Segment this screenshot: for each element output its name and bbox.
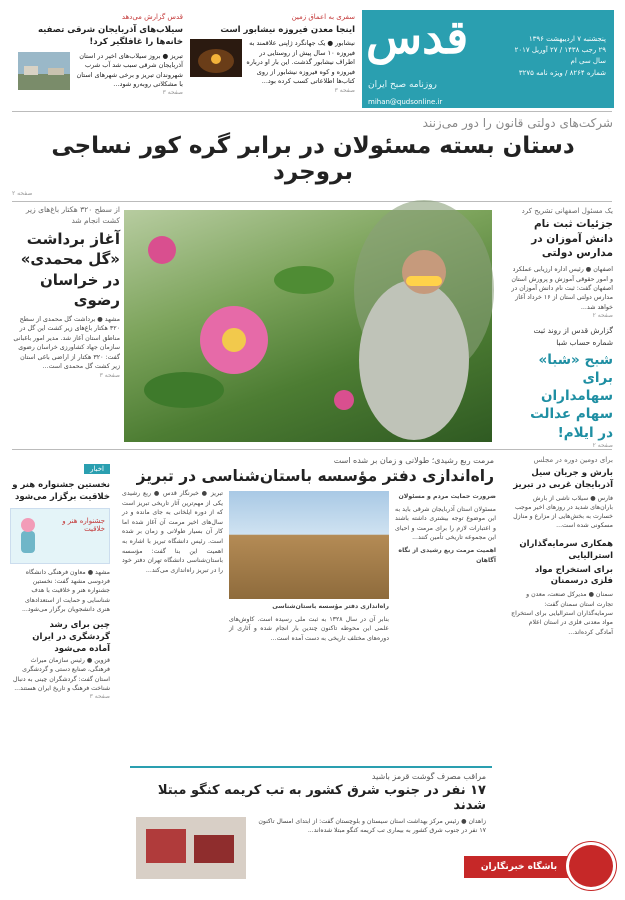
page-reference: صفحه ۳ — [99, 371, 120, 379]
club-watermark — [464, 842, 619, 890]
page-reference: صفحه ۲ — [592, 312, 613, 320]
story-title[interactable]: همکاری سرمایه‌گذاران استرالیایی — [519, 538, 613, 561]
top-story-floods[interactable] — [18, 12, 183, 108]
newspaper-subtitle: روزنامه صبح ایران — [368, 80, 437, 90]
top-story-mine[interactable] — [190, 12, 355, 108]
story-title[interactable]: چین برای رشد گردشگری در ایران آماده می‌شود — [32, 620, 110, 655]
rose-story[interactable] — [10, 205, 120, 445]
right-bottom-column — [511, 456, 613, 888]
column-text: بنابر آن در سال ۱۳۲۸ به ثبت ملی رسیده است. کاوش‌های علمی این محوطه تاکنون چندین بار انجام شده و آثاری از دوره‌های مختلف تاریخی به دست آمده است... — [229, 615, 389, 642]
story-kicker: از سطح ۳۲۰ هکتار باغ‌های زیر کشت انجام شد — [25, 205, 120, 225]
story-title[interactable]: سیلاب‌های آذربایجان شرقی تصفیه خانه‌ها را غافلگیر کرد! — [37, 25, 183, 48]
story-body: سمنان ● مدیرکل صنعت، معدن و تجارت استان سمنان گفت: سرمایه‌گذاران استرالیایی برای استخراج مواد معدنی فلزی در استان اعلام آمادگی کرده‌اند... — [511, 591, 613, 636]
story-kicker: سفری به اعماق زمین — [291, 13, 355, 21]
story-subhead: راه‌اندازی دفتر مؤسسه باستان‌شناسی — [272, 603, 389, 610]
issue-info — [506, 34, 606, 79]
divider — [12, 111, 612, 112]
story-kicker: قدس گزارش می‌دهد — [121, 13, 183, 21]
page-reference: صفحه ۳ — [162, 89, 183, 97]
date-line-1: پنجشنبه ۷ اردیبهشت ۱۳۹۶ — [528, 35, 606, 43]
story-body: فارس ● سیلاب ناشی از بارش باران‌های شدید در روزهای اخیر موجب خسارت به بخش‌هایی از مزارع و منازل مسکونی شده است... — [513, 494, 613, 530]
column-text: مسئولان استان آذربایجان شرقی باید به این موضوع توجه بیشتری داشته باشند و اعتبارات لازم را برای مرمت و احیای این مجموعه تاریخی تأمین کنند... — [395, 505, 496, 542]
column-text: تبریز ● خبرنگار قدس ● ربع رشیدی یکی از مهم‌ترین آثار تاریخی تبریز است که از دوره ایلخانی به جای مانده و در سال‌های اخیر مرمت آن آغاز شده اما کار آن بسیار طولانی و زمان بر شده است. رئیس دانشگاه تبریز با اشاره به اهمیت این بنا گفت: مؤسسه باستان‌شناسی دانشگاه تهران دفتر خود را در تبریز راه‌اندازی می‌کند... — [122, 490, 223, 574]
story-kicker: گزارش قدس از روند ثبت شماره حساب شبا — [533, 326, 613, 347]
story-body: مشهد ● برداشت گل محمدی از سطح ۳۲۰ هکتار باغ‌های زیر کشت این گل در مناطق استان آغاز شد. مدیر امور باغبانی سازمان جهاد کشاورزی خراسان رضوی گفت: ۳۲۰ هکتار از اراضی باغی استان زیر کشت گل محمدی است... — [13, 316, 120, 371]
story-body: قزوین ● رئیس سازمان میراث فرهنگی، صنایع دستی و گردشگری استان گفت: گردشگران چینی به دنبال شناخت فرهنگ و تاریخ ایران هستند... — [12, 656, 110, 692]
story-subtitle[interactable]: برای استخراج مواد فلزی درسمنان — [534, 564, 613, 587]
issue-number: شماره ۸۲۶۴ / ویژه نامه ۳۲۷۵ — [518, 68, 606, 77]
story-title[interactable]: ۱۷ نفر در جنوب شرق کشور به تب کریمه کنگو مبتلا شدند — [157, 783, 486, 813]
story-title[interactable]: آغاز برداشت «گل محمدی» در خراسان رضوی — [20, 230, 120, 309]
page-reference: صفحه ۲ — [592, 441, 613, 449]
festival-poster — [10, 508, 110, 564]
page-reference: صفحه ۳ — [89, 693, 110, 701]
story-body: زاهدان ● رئیس مرکز بهداشت استان سیستان و بلوچستان گفت: از ابتدای امسال تاکنون ۱۷ نفر در جنوب شرق کشور به بیماری تب کریمه کنگو مبتلا شده‌اند... — [258, 818, 486, 835]
contact-email[interactable]: mihan@qudsonline.ir — [368, 98, 443, 106]
story-title[interactable]: شبح «شبا» برای سهامداران سهام عدالت در ایلام! — [530, 351, 613, 441]
poster-text: جشنواره هنر و خلاقیت — [62, 516, 105, 533]
story-column — [122, 489, 223, 643]
rose-photo-illustration — [124, 210, 492, 442]
newspaper-logo: قدس — [366, 10, 469, 64]
fortress-photo — [229, 491, 389, 599]
story-title[interactable]: جزئیات ثبت نام دانش آموزان در مدارس دولتی — [531, 218, 613, 260]
volume-year: سال سی ام — [570, 57, 606, 66]
divider — [12, 201, 612, 202]
story-subhead: اهمیت مرمت ربع رشیدی از نگاه آگاهان — [398, 547, 496, 564]
story-title[interactable]: بارش و جریان سیل آذربایجان غربی در تبریز — [513, 467, 613, 490]
story-subhead: ضرورت حمایت مردم و مسئولان — [398, 493, 496, 500]
right-top-column — [511, 207, 613, 449]
main-kicker: شرکت‌های دولتی قانون را دور می‌زنند — [422, 116, 613, 130]
story-columns — [116, 489, 502, 643]
news-box-crimean-congo[interactable] — [130, 766, 492, 888]
story-kicker: مرمت ربع رشیدی؛ طولانی و زمان بر شده است — [333, 456, 494, 465]
story-body: تبریز ● بروز سیلاب‌های اخیر در استان آذربایجان شرقی سبب شد آب شرب شهروندان تبریز و برخی شهرهای استان با مشکلاتی روبه‌رو شود... — [76, 51, 183, 89]
section-tag: اخبار — [84, 464, 110, 474]
masthead — [362, 10, 614, 108]
mine-photo — [190, 39, 242, 77]
story-title[interactable]: راه‌اندازی دفتر مؤسسه باستان‌شناسی در تبریز — [136, 467, 494, 485]
story-body: اصفهان ● رئیس اداره ارزیابی عملکرد و امور حقوقی آموزش و پرورش استان اصفهان گفت: ثبت نام دانش آموزان در مدارس دولتی استان از ۱۶ خرداد آغاز خواهد شد... — [511, 266, 613, 311]
page-reference: صفحه ۳ — [334, 86, 355, 94]
page-reference: صفحه ۲ — [12, 190, 33, 197]
story-body: نیشابور ● یک جهانگرد ژاپنی علاقمند به فیروزه ۱۰ سال پیش از روستایی در اطراف نیشابور گذشت. این بار او درباره فیروزه و کوه فیروزه نیشابور از روی کتاب‌ها اطلاعاتی کسب کرده بود... — [246, 39, 355, 86]
story-title[interactable]: نخستین جشنواره هنر و خلاقیت برگزار می‌شود — [12, 480, 110, 502]
story-column — [229, 489, 389, 643]
story-title[interactable]: اینجا معدن فیروزه نیشابور است — [220, 25, 355, 36]
story-body: مشهد ● معاون فرهنگی دانشگاه فردوسی مشهد گفت: نخستین جشنواره هنر و خلاقیت با هدف شناسایی و حمایت از استعدادهای هنری دانشجویان برگزار می‌شود... — [21, 568, 110, 613]
divider — [12, 449, 612, 450]
date-line-2: ۲۹ رجب ۱۴۳۸ / ۲۷ آوریل ۲۰۱۷ — [514, 46, 606, 55]
meat-photo — [136, 817, 246, 879]
story-kicker: یک مسئول اصفهانی تشریح کرد — [521, 207, 613, 215]
watermark-label: باشگاه خبرنگاران — [464, 856, 574, 878]
left-bottom-column — [10, 456, 110, 888]
story-kicker: مراقب مصرف گوشت قرمز باشید — [371, 772, 486, 781]
flood-photo — [18, 52, 70, 90]
story-kicker: برای دومین دوره در مجلس — [533, 456, 613, 464]
rose-harvest-photo — [124, 210, 492, 442]
story-column — [395, 489, 496, 643]
news-box-content — [130, 817, 492, 879]
main-headline[interactable]: دستان بسته مسئولان در برابر گره کور نساجی بروجرد — [51, 133, 575, 185]
watermark-logo-icon — [566, 842, 616, 890]
